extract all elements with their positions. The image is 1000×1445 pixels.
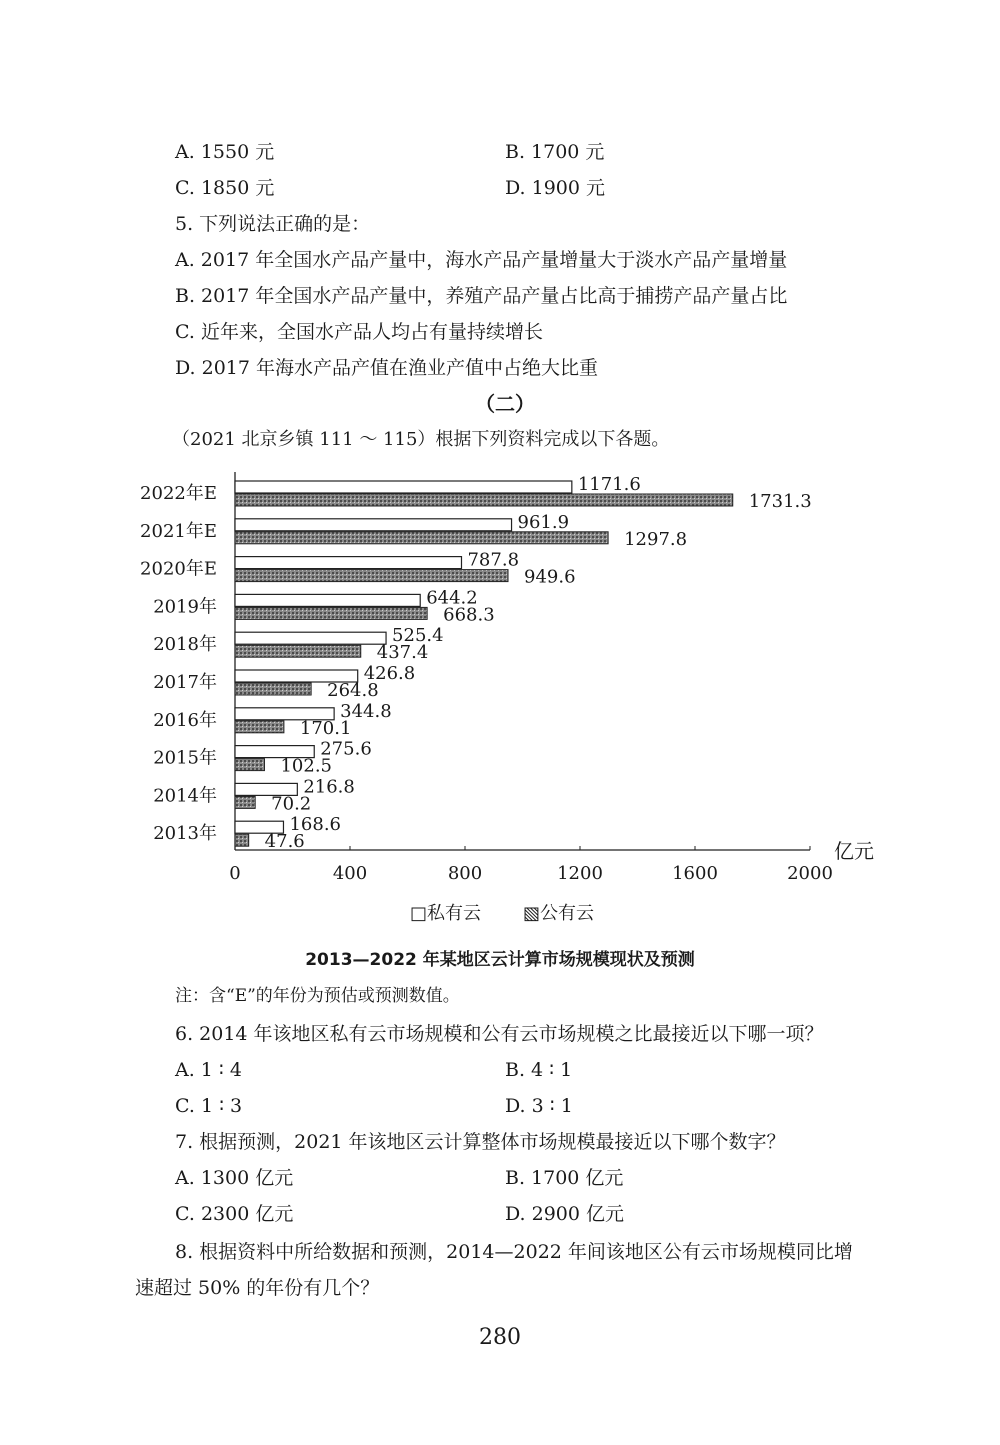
category-label: 2022年E [140,483,217,504]
value-label-public: 102.5 [280,755,332,777]
bar-chart [0,460,1000,930]
x-tick-label: 1600 [672,863,718,884]
q6-option-c: C. 1 ∶ 3 [175,1095,243,1117]
q7-option-a: A. 1300 亿元 [175,1167,294,1189]
q4-option-d: D. 1900 元 [505,177,606,199]
value-label-public: 668.3 [443,604,495,626]
value-label-private: 1171.6 [577,474,641,495]
q7-question: 7. 根据预测，2021 年该地区云计算整体市场规模最接近以下哪个数字？ [175,1131,786,1153]
legend-public: ▧公有云 [523,903,595,924]
value-label-public: 70.2 [271,793,312,815]
value-label-public: 949.6 [524,566,576,588]
value-label-private: 787.8 [467,549,520,571]
value-label-private: 275.6 [320,738,372,760]
bar-private [235,519,512,531]
chart-note: 注：含“E”的年份为预估或预测数值。 [175,986,460,1006]
q6-option-a: A. 1 ∶ 4 [175,1059,243,1081]
q8-question-line1: 8. 根据资料中所给数据和预测，2014—2022 年间该地区公有云市场规模同比增 [175,1241,853,1263]
value-label-public: 170.1 [299,717,352,739]
value-label-private: 168.6 [289,814,342,836]
q6-option-d: D. 3 ∶ 1 [505,1095,573,1117]
chart-title: 2013—2022 年某地区云计算市场规模现状及预测 [305,950,695,970]
q5-option-d: D. 2017 年海水产品产值在渔业产值中占绝大比重 [175,357,599,379]
bar-public [235,645,361,657]
category-label: 2021年E [140,520,217,542]
value-label-public: 264.8 [327,680,379,701]
q5-option-b: B. 2017 年全国水产品产量中，养殖产品产量占比高于捕捞产品产量占比 [175,285,788,307]
q5-option-c: C. 近年来，全国水产品人均占有量持续增长 [175,321,543,343]
q7-option-c: C. 2300 亿元 [175,1203,294,1225]
bar-public [235,494,733,506]
legend-private: □私有云 [410,903,482,924]
q5-question: 5. 下列说法正确的是： [175,213,371,235]
category-label: 2020年E [140,558,217,580]
bar-private [235,632,386,644]
bar-public [235,721,284,733]
category-label: 2016年 [153,709,217,731]
bar-private [235,594,420,606]
category-label: 2013年 [153,823,217,845]
x-tick-label: 0 [229,863,241,884]
page-number: 280 [479,1325,521,1350]
category-label: 2015年 [153,747,217,769]
bar-public [235,834,249,846]
section-title: （二） [475,392,535,416]
x-tick-label: 1200 [557,863,603,884]
x-unit-label: 亿元 [834,839,874,863]
q4-option-b: B. 1700 元 [505,141,605,163]
x-tick-label: 800 [447,863,483,884]
bar-private [235,557,461,569]
value-label-private: 344.8 [340,700,392,722]
q7-option-b: B. 1700 亿元 [505,1167,624,1189]
x-tick-label: 400 [332,863,368,884]
bar-public [235,532,608,544]
bar-private [235,481,572,493]
category-label: 2014年 [153,785,217,807]
value-label-private: 216.8 [303,776,355,798]
bar-public [235,607,427,619]
q5-option-a: A. 2017 年全国水产品产量中，海水产品产量增量大于淡水产品产量增量 [175,249,788,271]
value-label-private: 961.9 [517,511,570,533]
section-intro: （2021 北京乡镇 111 ～ 115）根据下列资料完成以下各题。 [172,429,670,450]
value-label-public: 1297.8 [624,528,688,550]
q6-question: 6. 2014 年该地区私有云市场规模和公有云市场规模之比最接近以下哪一项？ [175,1023,824,1045]
q6-option-b: B. 4 ∶ 1 [505,1059,573,1081]
value-label-private: 426.8 [363,663,416,684]
value-label-public: 1731.3 [748,491,812,512]
category-label: 2018年 [153,634,217,656]
category-label: 2019年 [153,596,217,618]
bar-public [235,796,255,808]
q4-option-a: A. 1550 元 [175,141,275,163]
bar-public [235,683,311,695]
value-label-private: 525.4 [392,625,444,647]
value-label-public: 437.4 [376,642,429,664]
bar-public [235,759,264,771]
bar-public [235,570,508,582]
category-label: 2017年 [153,672,217,693]
q4-option-c: C. 1850 元 [175,177,275,199]
value-label-private: 644.2 [426,587,478,609]
value-label-public: 47.6 [264,831,305,853]
q8-question-line2: 速超过 50% 的年份有几个？ [135,1277,380,1299]
q7-option-d: D. 2900 亿元 [505,1203,625,1225]
x-tick-label: 2000 [787,863,833,884]
